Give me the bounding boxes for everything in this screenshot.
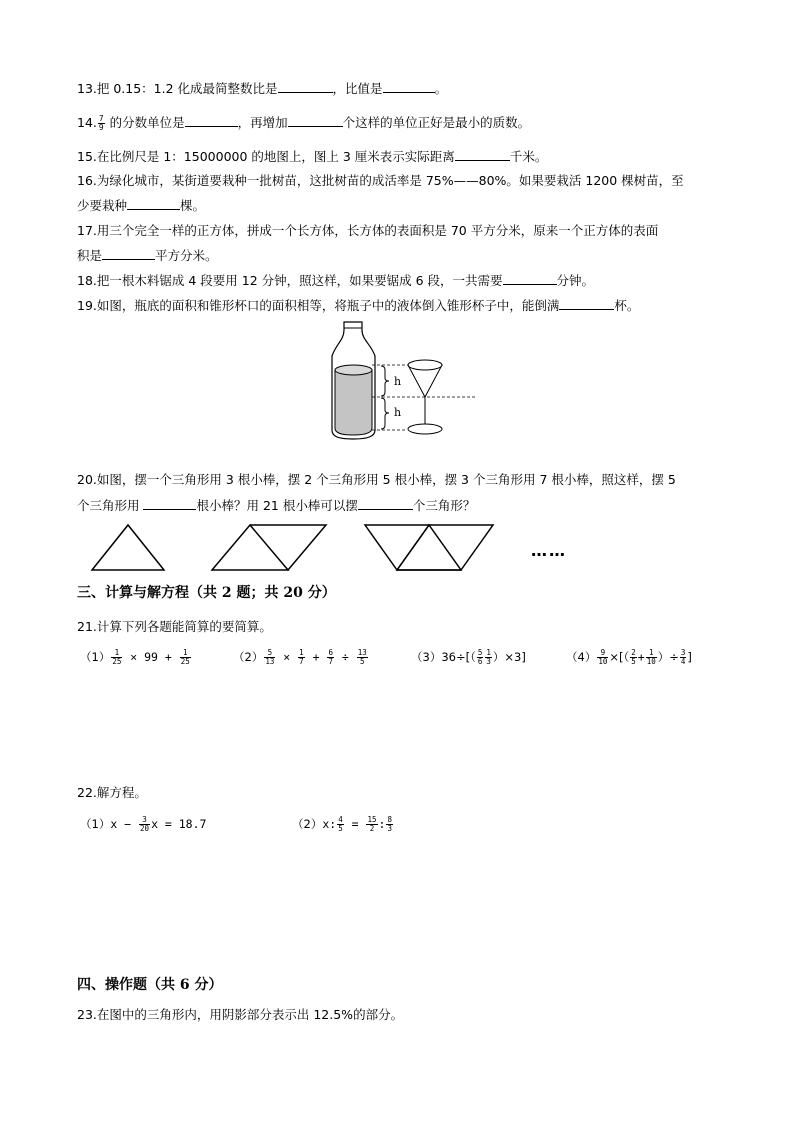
q19-text-a: 19.如图，瓶底的面积和锥形杯口的面积相等，将瓶子中的液体倒入锥形杯子中，能倒满 [77,298,560,313]
question-22-intro: 22.解方程。 [77,785,147,800]
q16-text-b: 少要栽种 [77,198,128,213]
question-20-line-1: 20.如图，摆一个三角形用 3 根小棒，摆 2 个三角形用 5 根小棒，摆 3 个三角形用 7 根小棒，照这样，摆 5 [77,472,676,487]
q15-text-b: 千米。 [509,149,548,164]
q14-text-c: ，再增加 [237,115,288,130]
q19-text-b: 杯。 [614,298,640,313]
q14-text-b: 的分数单位是 [105,115,185,130]
q22-part-1: （1）x − $\frac{3}{20}$ x = 18.7 [80,815,207,833]
q15-text-a: 15.在比例尺是 1：15000000 的地图上，图上 3 厘米表示实际距离 [77,149,455,164]
triangle-pattern-figure [88,520,588,574]
q14-blank-1[interactable] [185,114,238,127]
q17-text-b: 积是 [77,248,103,263]
q17-blank[interactable] [102,247,155,260]
q14-fraction: $\frac{7}{9}$ [98,114,104,132]
section-4-title: 四、操作题（共 6 分） [77,977,223,993]
q14-text-d: 个这样的单位正好是最小的质数。 [342,115,531,130]
question-17-line-1: 17.用三个完全一样的正方体，拼成一个长方体，长方体的表面积是 70 平方分米，原来一个正方体的表面 [77,223,659,238]
question-16-line-1: 16.为绿化城市，某街道要栽种一批树苗，这批树苗的成活率是 75%——80%。如果要栽活 1200 棵树苗，至 [77,173,684,188]
triangle-group-2 [212,525,326,570]
q19-blank[interactable] [559,297,614,310]
question-18 [77,272,594,289]
q21-part-2: （2） $\frac{5}{13}$ × $\frac{1}{7}$ + $\frac{6}{7}$ ÷ $\frac{13}{5}$ [233,648,367,666]
q15-blank[interactable] [455,148,510,161]
question-17-line-2 [77,247,218,264]
question-16-line-2 [77,197,205,214]
question-14 [77,114,530,132]
q21-part-1: （1） $\frac{1}{25}$ × 99 + $\frac{1}{25}$ [80,648,190,666]
question-13 [77,80,447,97]
triangle-group-1 [92,525,164,570]
continuation-dots: …… [531,541,567,560]
q13-text-b: ，比值是 [332,81,383,96]
q13-text-c: 。 [434,81,448,96]
question-20-line-2 [77,497,475,514]
q13-text-a: 13.把 0.15：1.2 化成最简整数比是 [77,81,278,96]
q21-part-3: （3）36÷[（ $\frac{5}{6}$ $\frac{1}{3}$ ）×3] [411,648,526,666]
q20-blank-1[interactable] [143,497,196,510]
section-3-title: 三、计算与解方程（共 2 题；共 20 分） [77,585,336,601]
q20-text-b: 个三角形用 [77,498,144,513]
q16-text-c: 棵。 [180,198,206,213]
question-21-intro: 21.计算下列各题能简算的要简算。 [77,619,272,634]
q21-part-4: （4） $\frac{9}{10}$ ×[（ $\frac{2}{5}$ + $\frac{1}{10}$ ）÷ $\frac{3}{4}$ ] [566,648,692,666]
q14-blank-2[interactable] [288,114,343,127]
q22-part-2: （2）x: $\frac{4}{5}$ = $\frac{15}{2}$ : $\frac{8}{3}$ [292,815,392,833]
question-23: 23.在图中的三角形内，用阴影部分表示出 12.5%的部分。 [77,1007,404,1022]
question-15 [77,148,547,165]
q18-text-a: 18.把一根木料锯成 4 段要用 12 分钟，照这样，如果要锯成 6 段，一共需要 [77,273,503,288]
q13-blank-2[interactable] [383,80,435,93]
q18-text-b: 分钟。 [556,273,595,288]
q20-text-c: 根小棒？用 21 根小棒可以摆 [196,498,358,513]
q13-blank-1[interactable] [278,80,333,93]
bottle-cone-figure [325,318,475,443]
h-label-lower: h [394,406,402,419]
triangle-group-3 [365,525,493,570]
q16-blank[interactable] [127,197,180,210]
q14-text-a: 14. [77,115,97,130]
q17-text-c: 平方分米。 [155,248,218,263]
h-label-upper: h [394,375,402,388]
q20-blank-2[interactable] [358,497,413,510]
q18-blank[interactable] [503,272,557,285]
q20-text-d: 个三角形？ [412,498,476,513]
question-19 [77,297,639,314]
